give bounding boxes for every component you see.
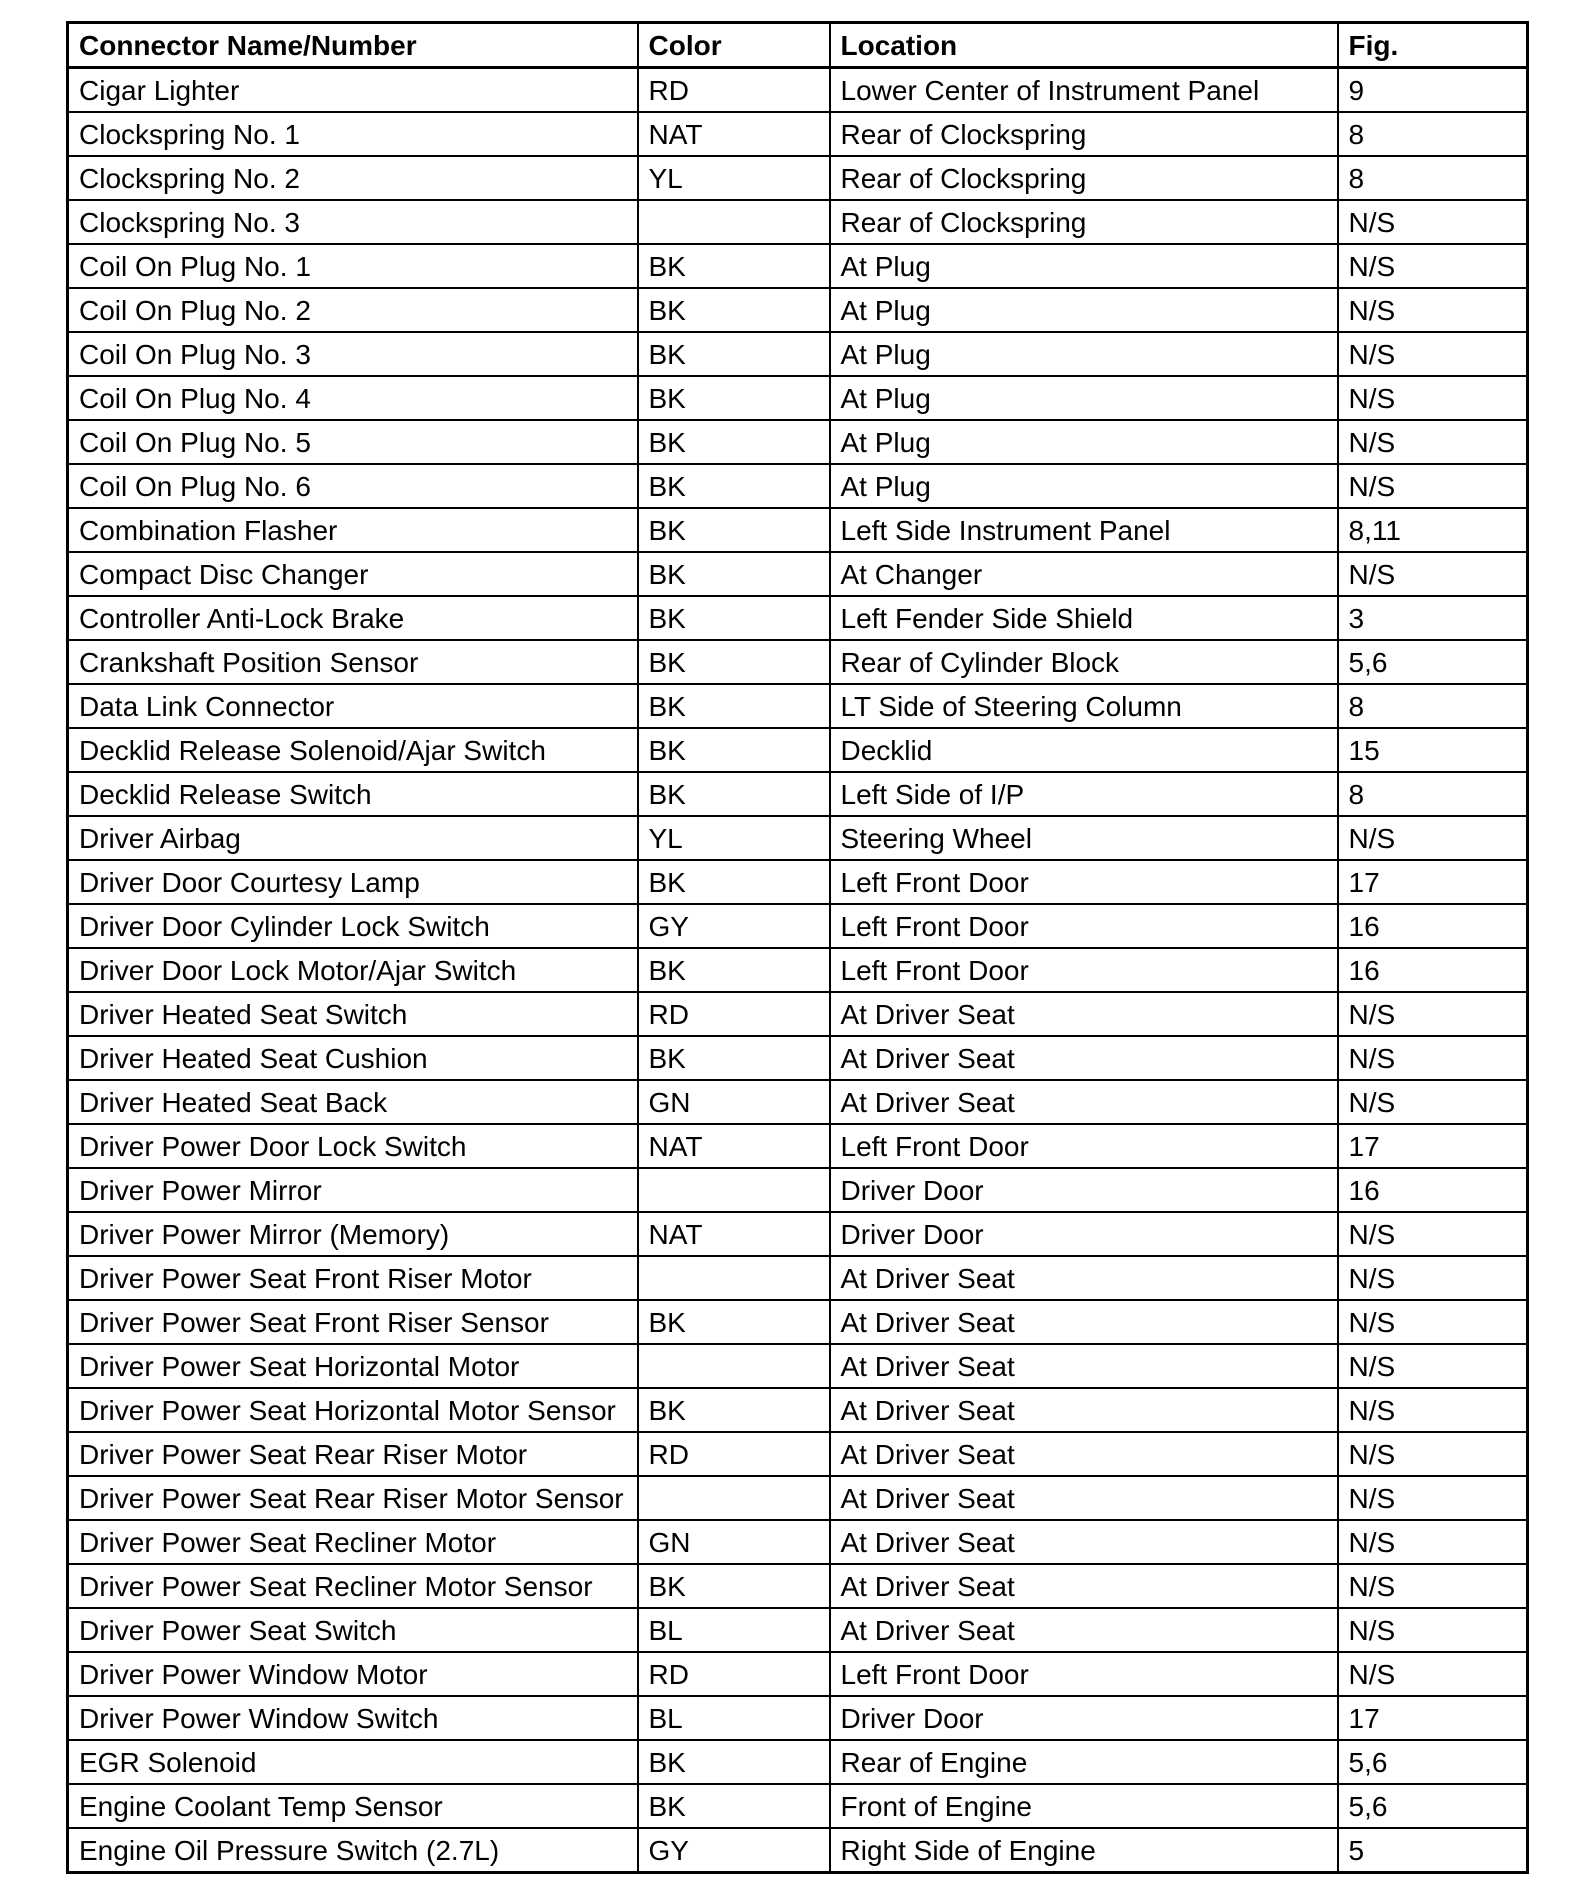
fig-cell: N/S: [1338, 1300, 1528, 1344]
fig-cell: 17: [1338, 1696, 1528, 1740]
connector-name-cell: Engine Oil Pressure Switch (2.7L): [68, 1828, 638, 1873]
table-row: [68, 68, 1528, 113]
color-cell: BK: [638, 332, 830, 376]
connector-name-cell: Coil On Plug No. 2: [68, 288, 638, 332]
fig-cell: N/S: [1338, 992, 1528, 1036]
fig-cell: N/S: [1338, 288, 1528, 332]
color-cell: [638, 1476, 830, 1520]
fig-cell: N/S: [1338, 332, 1528, 376]
fig-cell: 15: [1338, 728, 1528, 772]
fig-cell: 8: [1338, 772, 1528, 816]
location-cell: At Plug: [830, 464, 1338, 508]
fig-cell: N/S: [1338, 1344, 1528, 1388]
fig-cell: 5: [1338, 1828, 1528, 1873]
table-row: [68, 816, 1528, 860]
table-row: [68, 1520, 1528, 1564]
connector-name-cell: Driver Airbag: [68, 816, 638, 860]
color-cell: [638, 1344, 830, 1388]
fig-cell: 17: [1338, 1124, 1528, 1168]
location-cell: At Driver Seat: [830, 1520, 1338, 1564]
fig-cell: N/S: [1338, 1256, 1528, 1300]
fig-cell: N/S: [1338, 1432, 1528, 1476]
table-row: [68, 1432, 1528, 1476]
color-cell: GY: [638, 1828, 830, 1873]
location-cell: At Changer: [830, 552, 1338, 596]
table-row: [68, 772, 1528, 816]
color-cell: BK: [638, 376, 830, 420]
connector-name-cell: Driver Power Window Switch: [68, 1696, 638, 1740]
header-location: Location: [830, 23, 1338, 68]
connector-name-cell: Crankshaft Position Sensor: [68, 640, 638, 684]
fig-cell: 8: [1338, 684, 1528, 728]
fig-cell: 16: [1338, 904, 1528, 948]
connector-name-cell: Cigar Lighter: [68, 68, 638, 113]
connector-name-cell: Driver Door Cylinder Lock Switch: [68, 904, 638, 948]
connector-name-cell: Driver Power Seat Rear Riser Motor: [68, 1432, 638, 1476]
color-cell: BK: [638, 1740, 830, 1784]
location-cell: Steering Wheel: [830, 816, 1338, 860]
fig-cell: 17: [1338, 860, 1528, 904]
fig-cell: N/S: [1338, 1520, 1528, 1564]
connector-name-cell: Engine Coolant Temp Sensor: [68, 1784, 638, 1828]
connector-name-cell: Clockspring No. 2: [68, 156, 638, 200]
table-row: [68, 244, 1528, 288]
connector-name-cell: Coil On Plug No. 1: [68, 244, 638, 288]
table-row: [68, 1036, 1528, 1080]
location-cell: Rear of Clockspring: [830, 156, 1338, 200]
connector-name-cell: Driver Heated Seat Switch: [68, 992, 638, 1036]
color-cell: BK: [638, 1388, 830, 1432]
connector-name-cell: Coil On Plug No. 3: [68, 332, 638, 376]
color-cell: RD: [638, 1432, 830, 1476]
connector-name-cell: Driver Heated Seat Back: [68, 1080, 638, 1124]
connector-name-cell: Decklid Release Solenoid/Ajar Switch: [68, 728, 638, 772]
color-cell: BK: [638, 860, 830, 904]
table-row: [68, 200, 1528, 244]
location-cell: At Plug: [830, 420, 1338, 464]
location-cell: Left Front Door: [830, 1124, 1338, 1168]
color-cell: GY: [638, 904, 830, 948]
table-row: [68, 1300, 1528, 1344]
table-row: [68, 1740, 1528, 1784]
connector-name-cell: Driver Power Seat Recliner Motor: [68, 1520, 638, 1564]
color-cell: RD: [638, 68, 830, 113]
table-row: [68, 1388, 1528, 1432]
fig-cell: N/S: [1338, 1608, 1528, 1652]
table-row: [68, 1080, 1528, 1124]
connector-table-page: [66, 21, 1526, 1874]
location-cell: Rear of Clockspring: [830, 200, 1338, 244]
color-cell: NAT: [638, 112, 830, 156]
location-cell: Left Front Door: [830, 1652, 1338, 1696]
location-cell: At Driver Seat: [830, 1344, 1338, 1388]
location-cell: At Driver Seat: [830, 1036, 1338, 1080]
table-row: [68, 684, 1528, 728]
table-row: [68, 1564, 1528, 1608]
location-cell: At Plug: [830, 288, 1338, 332]
color-cell: RD: [638, 1652, 830, 1696]
header-fig: Fig.: [1338, 23, 1528, 68]
fig-cell: 5,6: [1338, 1740, 1528, 1784]
location-cell: Front of Engine: [830, 1784, 1338, 1828]
location-cell: LT Side of Steering Column: [830, 684, 1338, 728]
table-row: [68, 112, 1528, 156]
fig-cell: 16: [1338, 1168, 1528, 1212]
location-cell: Driver Door: [830, 1212, 1338, 1256]
color-cell: [638, 1168, 830, 1212]
fig-cell: N/S: [1338, 200, 1528, 244]
location-cell: Rear of Engine: [830, 1740, 1338, 1784]
location-cell: At Driver Seat: [830, 1080, 1338, 1124]
connector-name-cell: Coil On Plug No. 6: [68, 464, 638, 508]
color-cell: BK: [638, 640, 830, 684]
fig-cell: N/S: [1338, 1388, 1528, 1432]
location-cell: Lower Center of Instrument Panel: [830, 68, 1338, 113]
connector-name-cell: Compact Disc Changer: [68, 552, 638, 596]
location-cell: Left Front Door: [830, 948, 1338, 992]
location-cell: At Driver Seat: [830, 1476, 1338, 1520]
connector-name-cell: Decklid Release Switch: [68, 772, 638, 816]
fig-cell: N/S: [1338, 1080, 1528, 1124]
fig-cell: N/S: [1338, 420, 1528, 464]
table-row: [68, 464, 1528, 508]
table-row: [68, 860, 1528, 904]
table-row: [68, 1828, 1528, 1873]
connector-name-cell: Driver Power Door Lock Switch: [68, 1124, 638, 1168]
connector-name-cell: Driver Power Mirror (Memory): [68, 1212, 638, 1256]
color-cell: BL: [638, 1696, 830, 1740]
table-row: [68, 420, 1528, 464]
table-row: [68, 508, 1528, 552]
location-cell: Rear of Clockspring: [830, 112, 1338, 156]
table-row: [68, 1652, 1528, 1696]
connector-name-cell: Driver Heated Seat Cushion: [68, 1036, 638, 1080]
color-cell: BK: [638, 1300, 830, 1344]
color-cell: BK: [638, 596, 830, 640]
table-row: [68, 552, 1528, 596]
fig-cell: N/S: [1338, 1564, 1528, 1608]
fig-cell: 16: [1338, 948, 1528, 992]
fig-cell: N/S: [1338, 816, 1528, 860]
table-row: [68, 288, 1528, 332]
color-cell: BK: [638, 1564, 830, 1608]
color-cell: BK: [638, 288, 830, 332]
connector-name-cell: Driver Power Mirror: [68, 1168, 638, 1212]
color-cell: BK: [638, 244, 830, 288]
color-cell: BK: [638, 552, 830, 596]
table-body: [68, 68, 1528, 1873]
table-row: [68, 728, 1528, 772]
location-cell: Left Fender Side Shield: [830, 596, 1338, 640]
table-row: [68, 1124, 1528, 1168]
fig-cell: N/S: [1338, 1212, 1528, 1256]
color-cell: [638, 1256, 830, 1300]
connector-name-cell: Clockspring No. 3: [68, 200, 638, 244]
fig-cell: N/S: [1338, 1036, 1528, 1080]
fig-cell: 8: [1338, 156, 1528, 200]
color-cell: YL: [638, 816, 830, 860]
connector-name-cell: Combination Flasher: [68, 508, 638, 552]
location-cell: At Driver Seat: [830, 992, 1338, 1036]
color-cell: BK: [638, 508, 830, 552]
connector-name-cell: Driver Power Seat Front Riser Sensor: [68, 1300, 638, 1344]
table-row: [68, 376, 1528, 420]
fig-cell: N/S: [1338, 464, 1528, 508]
fig-cell: N/S: [1338, 552, 1528, 596]
color-cell: NAT: [638, 1124, 830, 1168]
table-row: [68, 156, 1528, 200]
table-row: [68, 1256, 1528, 1300]
location-cell: Left Side of I/P: [830, 772, 1338, 816]
color-cell: RD: [638, 992, 830, 1036]
fig-cell: 5,6: [1338, 640, 1528, 684]
table-row: [68, 1476, 1528, 1520]
location-cell: At Driver Seat: [830, 1300, 1338, 1344]
location-cell: Left Front Door: [830, 860, 1338, 904]
connector-name-cell: Driver Door Lock Motor/Ajar Switch: [68, 948, 638, 992]
connector-name-cell: EGR Solenoid: [68, 1740, 638, 1784]
location-cell: At Driver Seat: [830, 1432, 1338, 1476]
location-cell: Right Side of Engine: [830, 1828, 1338, 1873]
table-row: [68, 1168, 1528, 1212]
table-row: [68, 904, 1528, 948]
color-cell: BK: [638, 728, 830, 772]
fig-cell: 9: [1338, 68, 1528, 113]
location-cell: Rear of Cylinder Block: [830, 640, 1338, 684]
connector-name-cell: Driver Power Seat Front Riser Motor: [68, 1256, 638, 1300]
color-cell: BK: [638, 464, 830, 508]
color-cell: NAT: [638, 1212, 830, 1256]
location-cell: At Plug: [830, 376, 1338, 420]
color-cell: GN: [638, 1520, 830, 1564]
location-cell: Left Front Door: [830, 904, 1338, 948]
table-row: [68, 596, 1528, 640]
location-cell: At Plug: [830, 332, 1338, 376]
color-cell: BK: [638, 1784, 830, 1828]
connector-name-cell: Coil On Plug No. 4: [68, 376, 638, 420]
color-cell: BK: [638, 1036, 830, 1080]
fig-cell: 8: [1338, 112, 1528, 156]
connector-name-cell: Driver Power Seat Horizontal Motor: [68, 1344, 638, 1388]
table-row: [68, 1784, 1528, 1828]
fig-cell: N/S: [1338, 1476, 1528, 1520]
location-cell: At Driver Seat: [830, 1608, 1338, 1652]
fig-cell: N/S: [1338, 244, 1528, 288]
location-cell: Driver Door: [830, 1168, 1338, 1212]
table-row: [68, 1344, 1528, 1388]
table-row: [68, 1212, 1528, 1256]
header-color: Color: [638, 23, 830, 68]
table-row: [68, 1608, 1528, 1652]
fig-cell: 5,6: [1338, 1784, 1528, 1828]
location-cell: At Driver Seat: [830, 1256, 1338, 1300]
location-cell: Left Side Instrument Panel: [830, 508, 1338, 552]
connector-name-cell: Controller Anti-Lock Brake: [68, 596, 638, 640]
connector-name-cell: Driver Door Courtesy Lamp: [68, 860, 638, 904]
connector-name-cell: Driver Power Window Motor: [68, 1652, 638, 1696]
color-cell: BK: [638, 684, 830, 728]
table-row: [68, 332, 1528, 376]
connector-name-cell: Driver Power Seat Switch: [68, 1608, 638, 1652]
table-row: [68, 948, 1528, 992]
header-row: [68, 23, 1528, 68]
location-cell: At Plug: [830, 244, 1338, 288]
location-cell: Driver Door: [830, 1696, 1338, 1740]
table-row: [68, 640, 1528, 684]
table-row: [68, 1696, 1528, 1740]
fig-cell: 8,11: [1338, 508, 1528, 552]
connector-name-cell: Coil On Plug No. 5: [68, 420, 638, 464]
fig-cell: N/S: [1338, 376, 1528, 420]
connector-name-cell: Driver Power Seat Rear Riser Motor Sensor: [68, 1476, 638, 1520]
location-cell: At Driver Seat: [830, 1564, 1338, 1608]
color-cell: BK: [638, 948, 830, 992]
location-cell: Decklid: [830, 728, 1338, 772]
color-cell: [638, 200, 830, 244]
connector-name-cell: Data Link Connector: [68, 684, 638, 728]
color-cell: BK: [638, 772, 830, 816]
color-cell: BL: [638, 1608, 830, 1652]
location-cell: At Driver Seat: [830, 1388, 1338, 1432]
header-connector-name: Connector Name/Number: [68, 23, 638, 68]
color-cell: YL: [638, 156, 830, 200]
connector-table: [66, 21, 1529, 1874]
connector-name-cell: Driver Power Seat Recliner Motor Sensor: [68, 1564, 638, 1608]
table-row: [68, 992, 1528, 1036]
connector-name-cell: Driver Power Seat Horizontal Motor Sensor: [68, 1388, 638, 1432]
connector-name-cell: Clockspring No. 1: [68, 112, 638, 156]
fig-cell: 3: [1338, 596, 1528, 640]
color-cell: GN: [638, 1080, 830, 1124]
fig-cell: N/S: [1338, 1652, 1528, 1696]
color-cell: BK: [638, 420, 830, 464]
